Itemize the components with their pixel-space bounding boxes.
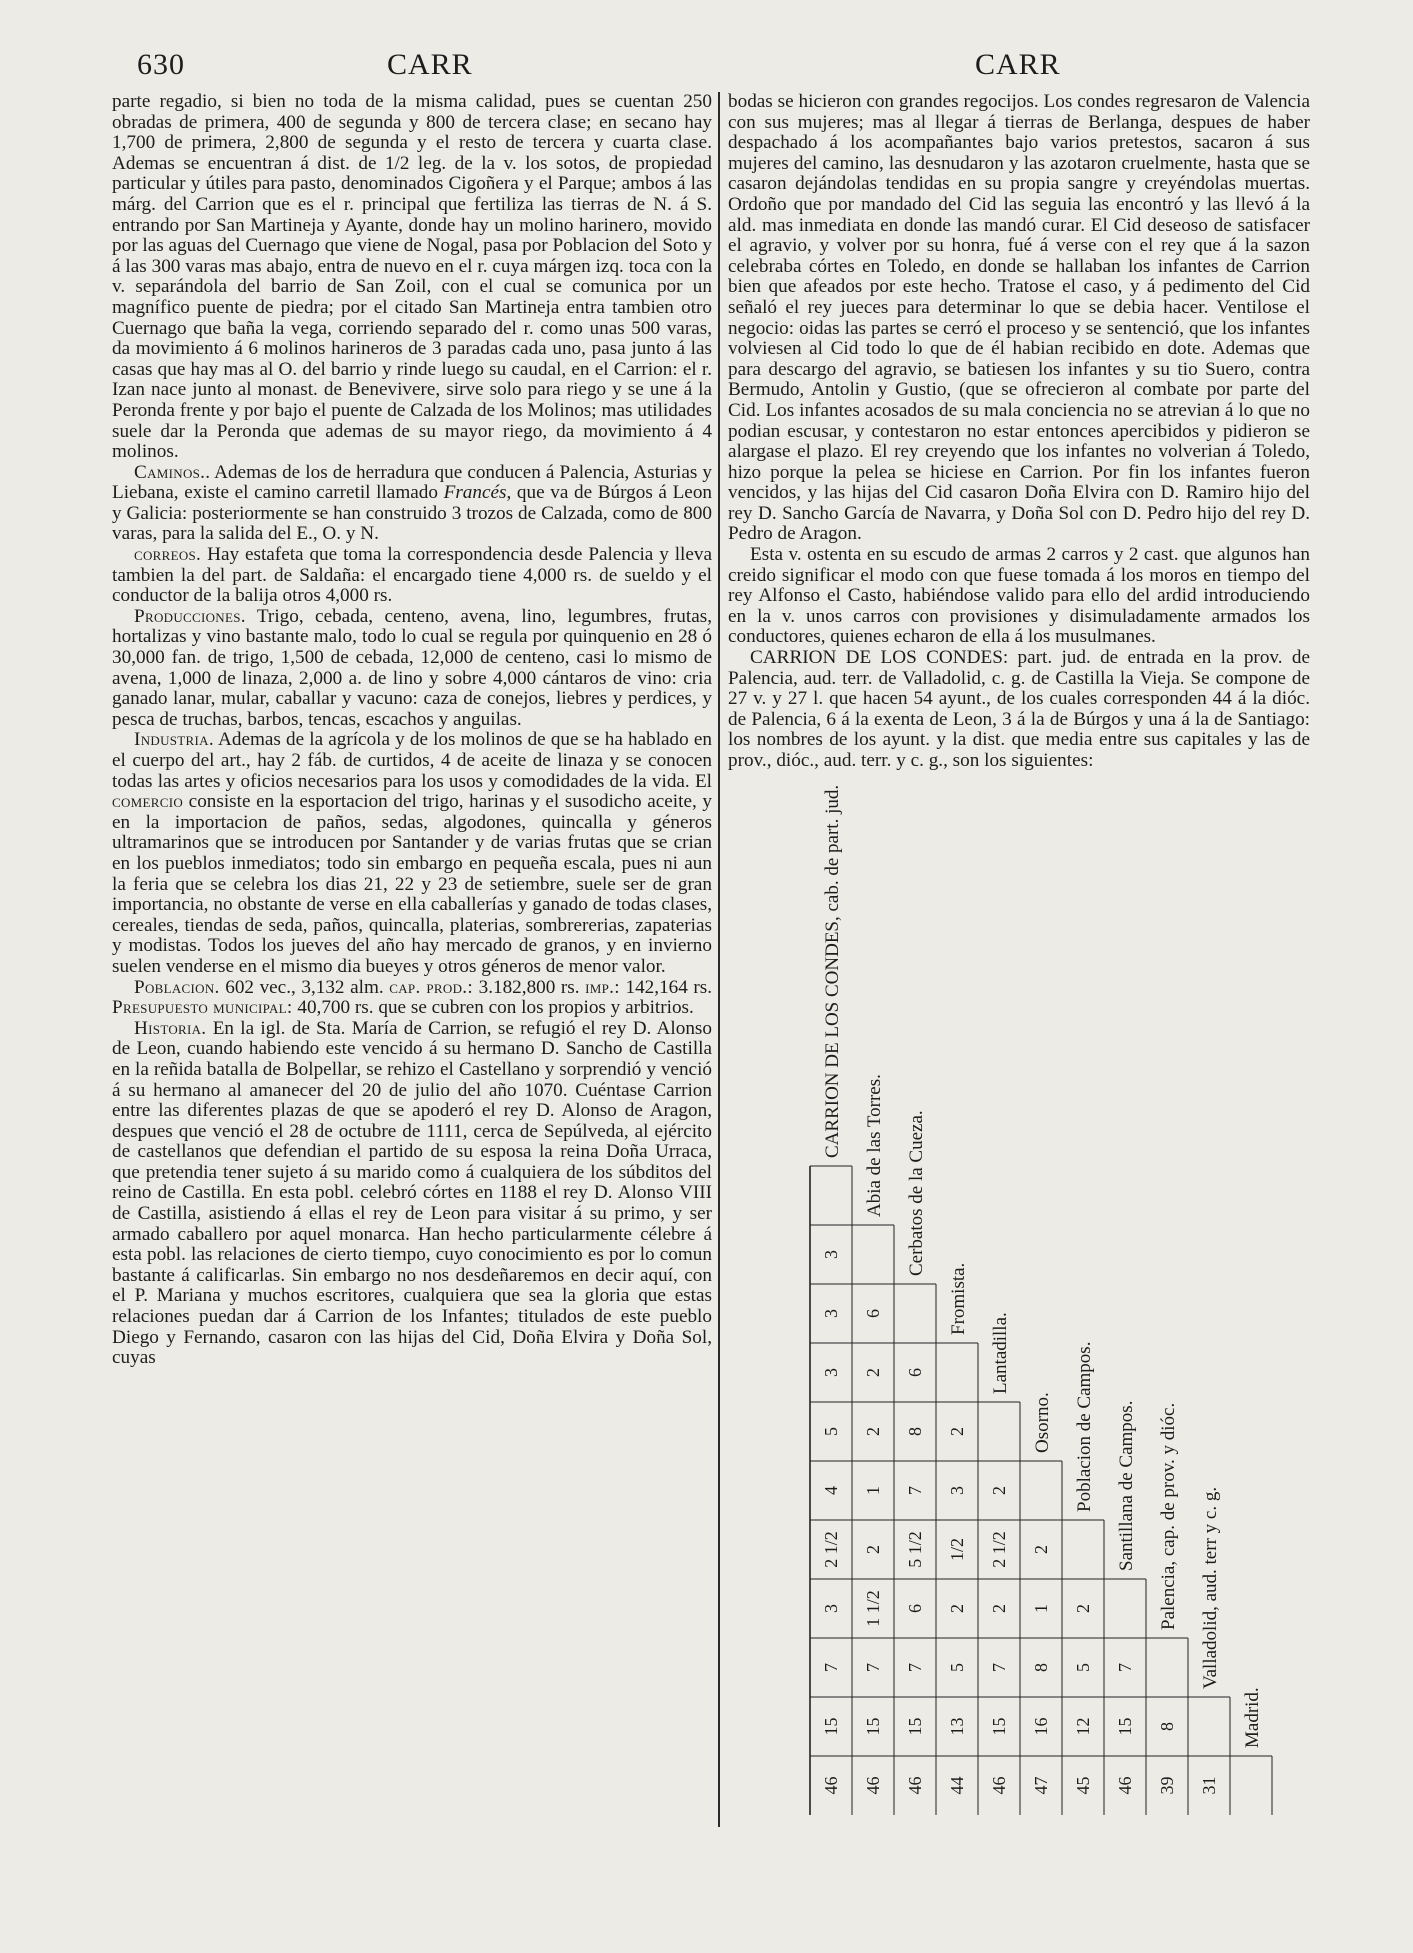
distance-value: 2 [1073,1604,1093,1613]
distance-value: 46 [863,1776,883,1795]
distance-value: 31 [1199,1776,1219,1795]
distance-value: 3 [821,1368,841,1377]
poblacion-text-2: 3.182,800 rs. [478,976,580,998]
distance-value: 3 [821,1250,841,1259]
distance-value: 1/2 [947,1537,967,1562]
presupuesto-label: Presupuesto municipal: [112,997,293,1019]
industria-label: Industria. [134,729,214,751]
place-label: Madrid. [1242,1687,1263,1748]
distance-value: 46 [1115,1776,1135,1795]
distance-value: 39 [1157,1776,1177,1795]
place-label: Santillana de Campos. [1116,1400,1137,1571]
historia-text: En la igl. de Sta. María de Carrion, se refugió el rey D. Alonso de Leon, cuando habiendo este vencido á su hermano D. Sancho de Castilla en la reñida batalla de Bolpellar, se rehizo el Castellano y sorprendió y venció á su hermano al amanecer del 20 de julio del año 1070. Cuéntase Carrion entre las diferentes plazas de que se apoderó el rey D. Alonso de Aragon, despues que venció el 28 de octubre de 1111, cerca de Sepúlveda, al ejército de castellanos que defendian el partido de su esposa la reina Doña Urraca, que pretendia tener sujeto á su marido como á cualquiera de los súbditos del reino de Castilla. En esta pobl. celebró córtes en 1188 el rey D. Alonso VIII de Castilla, asistiendo á ellas el rey de Leon para visitar á su primo, y ser armado caballero por aquel monarca. Han hecho particularmente célebre á esta pobl. las relaciones de cierto tiempo, cuyo conocimiento es por lo comun bastante á calificarlas. Sin embargo no nos desdeñaremos en decir aquí, con el P. Mariana y muchos escritores, cualquiera que sea la gloria que estas relaciones puedan dar á Carrion de los Infantes; titulados de este pueblo Diego y Fernando, casaron con las hijas del Cid, Doña Elvira y Doña Sol, cuyas [112,1017,712,1369]
distance-value: 3 [821,1604,841,1613]
partido-paragraph [728,648,1310,772]
distance-value: 15 [905,1717,925,1736]
caminos-text: . Ademas de los de herradura que conducen á Palencia, Asturias y Liebana, existe el camino carretil llamado [112,461,712,504]
distance-value: 6 [905,1368,925,1377]
distance-value: 5 1/2 [905,1531,925,1568]
correos-label: correos. [134,544,202,566]
distance-value: 13 [947,1717,967,1736]
distance-value: 16 [1031,1717,1051,1736]
distance-value: 2 [863,1427,883,1436]
distance-value: 8 [1031,1663,1051,1672]
industria-text-2: consiste en la esportacion del trigo, harinas y el susodicho aceite, y en la importacion de paños, sedas, algodones, quincalla y géneros ultramarinos que se introducen por Santander y de varias frutas que se crian en los pueblos inmediatos; todo sin embargo en pequeña escala, pues ni aun la feria que se celebra los dias 21, 22 y 23 de setiembre, suele ser de gran importancia, no obstante de verse en ella caballerías y ganado de todas clases, cereales, tiendas de seda, paños, quincalla, platerias, sombrererias, zapaterias y modistas. Todos los jueves del año hay mercado de granos, y en invierno suelen venderse en el mismo dia bueyes y otros géneros de menor valor. [112,791,712,977]
distance-value: 45 [1073,1776,1093,1795]
right-paragraph-1: bodas se hicieron con grandes regocijos. Los condes regresaron de Valencia con sus mujeres; mas al llegar á tierras de Berlanga, despues de haber despachado á los acompañantes bajo varios pretestos, sacaron á sus mujeres del camino, las desnudaron y las azotaron cruelmente, hasta que se casaron dejándolas tendidas en su propia sangre y creyéndolas muertas. Ordoño que por mandado del Cid las seguia las encontró y las llevó á la ald. mas inmediata en donde las mandó curar. El Cid deseoso de satisfacer el agravio, y volver por su honra, fué á verse con el rey que á la sazon celebraba córtes en Toledo, en donde se hallaban los infantes de Carrion bien que afeados por este hecho. Tratose el caso, y á pedimento del Cid señaló el rey jueces para determinar lo que se debia hacer. Ventilose el negocio: oidas las partes se cerró el proceso y se sentenció, que los infantes volviesen al Cid todo lo que de él habian recibido en dote. Ademas que para descargo del agravio, se batiesen los infantes y su tio Suero, contra Bermudo, Antolin y Gustio, (que se ofrecieron al combate por parte del Cid. Los infantes acosados de su mala conciencia no se atrevian á lo que no podian escusar, y contestaron no estar entonces apercibidos y pidieron se alargase el plazo. El rey creyendo que los infantes no volverian á Toledo, hizo porque la pelea se hiciese en Carrion. Por fin los infantes fueron vencidos, y las hijas del Cid casaron Doña Elvira con D. Ramiro hijo del rey D. Sancho García de Navarra, y Doña Sol con D. Pedro hijo del rey D. Pedro de Aragon. [728,91,1310,545]
distance-value: 15 [1115,1717,1135,1736]
place-label: Poblacion de Campos. [1074,1341,1095,1512]
distance-value: 2 [989,1604,1009,1613]
column-divider [718,92,720,1827]
distance-value: 1 [1031,1604,1051,1613]
place-label: CARRION DE LOS CONDES, cab. de part. jud. [822,784,843,1158]
place-label: Osorno. [1032,1392,1053,1453]
distance-value: 3 [821,1309,841,1318]
distance-value: 15 [863,1717,883,1736]
correos-text: Hay estafeta que toma la correspondencia desde Palencia y lleva tambien la del part. de Saldaña: el encargado tiene 4,000 rs. de sueldo y el conductor de la balija otros 4,000 rs. [112,544,713,607]
producciones-label: Producciones. [134,605,246,627]
distance-value: 7 [821,1663,841,1672]
place-label: Cerbatos de la Cueza. [906,1110,927,1276]
distance-value: 1 [863,1486,883,1495]
distance-value: 7 [1115,1663,1135,1672]
right-column [728,92,1310,772]
caminos-label: Caminos. [134,461,206,483]
historia-label: Historia. [134,1017,207,1039]
distance-value: 12 [1073,1717,1093,1736]
caminos-text-2: , que va de Búrgos á Leon y Galicia: posteriormente se han construido 3 trozos de Calzada, como de 800 varas, para la salida del E., O. y N. [112,482,713,545]
page-number: 630 [137,48,185,81]
distance-value: 6 [905,1604,925,1613]
place-label: Abia de las Torres. [864,1074,885,1217]
poblacion-label: Poblacion. [134,976,220,998]
distance-value: 5 [821,1427,841,1436]
poblacion-paragraph [112,978,712,1019]
distance-value: 15 [821,1717,841,1736]
left-column [112,92,712,1369]
distance-value: 8 [1157,1722,1177,1731]
distance-value: 2 [947,1427,967,1436]
distance-value: 44 [947,1776,967,1795]
distance-value: 2 1/2 [989,1531,1009,1568]
place-label: Palencia, cap. de prov. y dióc. [1158,1402,1179,1630]
distance-value: 3 [947,1486,967,1495]
cap-prod-label: cap. prod.: [389,976,474,998]
industria-paragraph [112,730,712,977]
distance-value: 7 [989,1663,1009,1672]
distance-value: 46 [989,1776,1009,1795]
producciones-text: Trigo, cebada, centeno, avena, lino, legumbres, frutas, hortalizas y vino bastante malo, todo lo cual se regula por quinquenio en 28 ó 30,000 fan. de trigo, 1,500 de cebada, 12,000 de centeno, casi lo mismo de avena, 1,000 de linaza, 2,000 a. de lino y sobre 4,000 cántaros de vino: cria ganado lanar, mular, caballar y vacuno: caza de conejos, liebres y perdices, y pesca de truchas, barbos, tencas, escachos y anguilas. [112,605,712,730]
producciones-paragraph [112,607,712,731]
imp-label: imp.: [585,976,620,998]
left-running-title: CARR [387,48,473,81]
distance-value: 2 [863,1368,883,1377]
distance-value: 5 [947,1663,967,1672]
distance-value: 7 [905,1486,925,1495]
historia-paragraph [112,1019,712,1369]
caminos-paragraph [112,463,712,545]
poblacion-text-3: 142,164 rs. [625,976,713,998]
distance-value: 7 [863,1663,883,1672]
place-label: Valladolid, aud. terr y c. g. [1200,1486,1221,1689]
comercio-label: comercio [112,791,184,813]
distance-value: 8 [905,1427,925,1436]
poblacion-text-1: 602 vec., 3,132 alm. [225,976,384,998]
distance-value: 2 [947,1604,967,1613]
poblacion-text-4: 40,700 rs. que se cubren con los propios y arbitrios. [297,997,694,1019]
correos-paragraph [112,545,712,607]
distance-value: 47 [1031,1776,1051,1795]
distance-value: 46 [905,1776,925,1795]
distance-value: 15 [989,1717,1009,1736]
distance-value: 46 [821,1776,841,1795]
distance-value: 2 [863,1545,883,1554]
distance-value: 6 [863,1309,883,1318]
industria-text: Ademas de la agrícola y de los molinos de que se ha hablado en el cuerpo del art., hay 2 fáb. de curtidos, 4 de aceite de linaza y se conocen todas las artes y oficios necesarios para los usos y comodidades de la vida. El [112,729,712,792]
distance-table [780,784,1263,1815]
place-label: Lantadilla. [990,1312,1011,1394]
camino-frances: Francés [443,482,507,504]
distance-table-svg [780,784,1263,1815]
distance-value: 5 [1073,1663,1093,1672]
partido-text: : part. jud. de entrada en la prov. de Palencia, aud. terr. de Valladolid, c. g. de Castilla la Vieja. Se compone de 27 v. y 27 l. que hacen 54 ayunt., de los cuales corresponden 44 á la dióc. de Palencia, 6 á la exenta de Leon, 3 á la de Búrgos y una á la de Santiago: los nombres de los ayunt. y la dist. que media entre sus capitales y las de prov., dióc., aud. terr. y c. g., son los siguientes: [728,647,1310,771]
distance-value: 4 [821,1486,841,1495]
right-running-title: CARR [975,48,1061,81]
place-label: Fromista. [948,1262,969,1335]
distance-value: 7 [905,1663,925,1672]
right-paragraph-2: Esta v. ostenta en su escudo de armas 2 carros y 2 cast. que algunos han creido significar el modo con que fuese tomada á los moros en tiempo del rey Alfonso el Casto, habiéndose valido para ello del ardid introduciendo en la v. unos carros con provisiones y disimuladamente armados los conductores, quienes echaron de ella á los musulmanes. [728,544,1310,648]
left-paragraph-1: parte regadio, si bien no toda de la misma calidad, pues se cuentan 250 obradas de primera, 400 de segunda y 800 de tercera clase; en secano hay 1,700 de primera, 2,800 de segunda y el resto de tercera y cuarta clase. Ademas se encuentran á dist. de 1/2 leg. de la v. los sotos, de propiedad particular y útiles para pasto, denominados Cigoñera y el Parque; ambos á las márg. del Carrion que es el r. principal que fertiliza las tierras de N. á S. entrando por San Martineja y Ayante, donde hay un molino harinero, movido por las aguas del Cuernago que viene de Nogal, pasa por Poblacion del Soto y á las 300 varas mas abajo, entra de nuevo en el r. cuya márgen izq. toca con la v. separándola del barrio de San Zoil, con el cual se comunica por un magnífico puente de piedra; por el citado San Martineja entra tambien otro Cuernago que baña la vega, corriendo separado del r. como unas 500 varas, da movimiento á 6 molinos harineros de 3 paradas cada uno, pasa junto á las casas que hay mas al O. del barrio y rinde luego su caudal, en el Carrion: el r. Izan nace junto al monast. de Benevivere, sirve solo para riego y se une á la Peronda frente y por bajo el puente de Calzada de los Molinos; mas utilidades suele dar la Peronda que ademas de su mayor riego, da movimiento á 4 molinos. [112,91,712,463]
distance-value: 2 [1031,1545,1051,1554]
distance-value: 2 [989,1486,1009,1495]
distance-value: 2 1/2 [821,1531,841,1568]
partido-title: CARRION DE LOS CONDES [750,647,1003,669]
distance-value: 1 1/2 [863,1590,883,1627]
